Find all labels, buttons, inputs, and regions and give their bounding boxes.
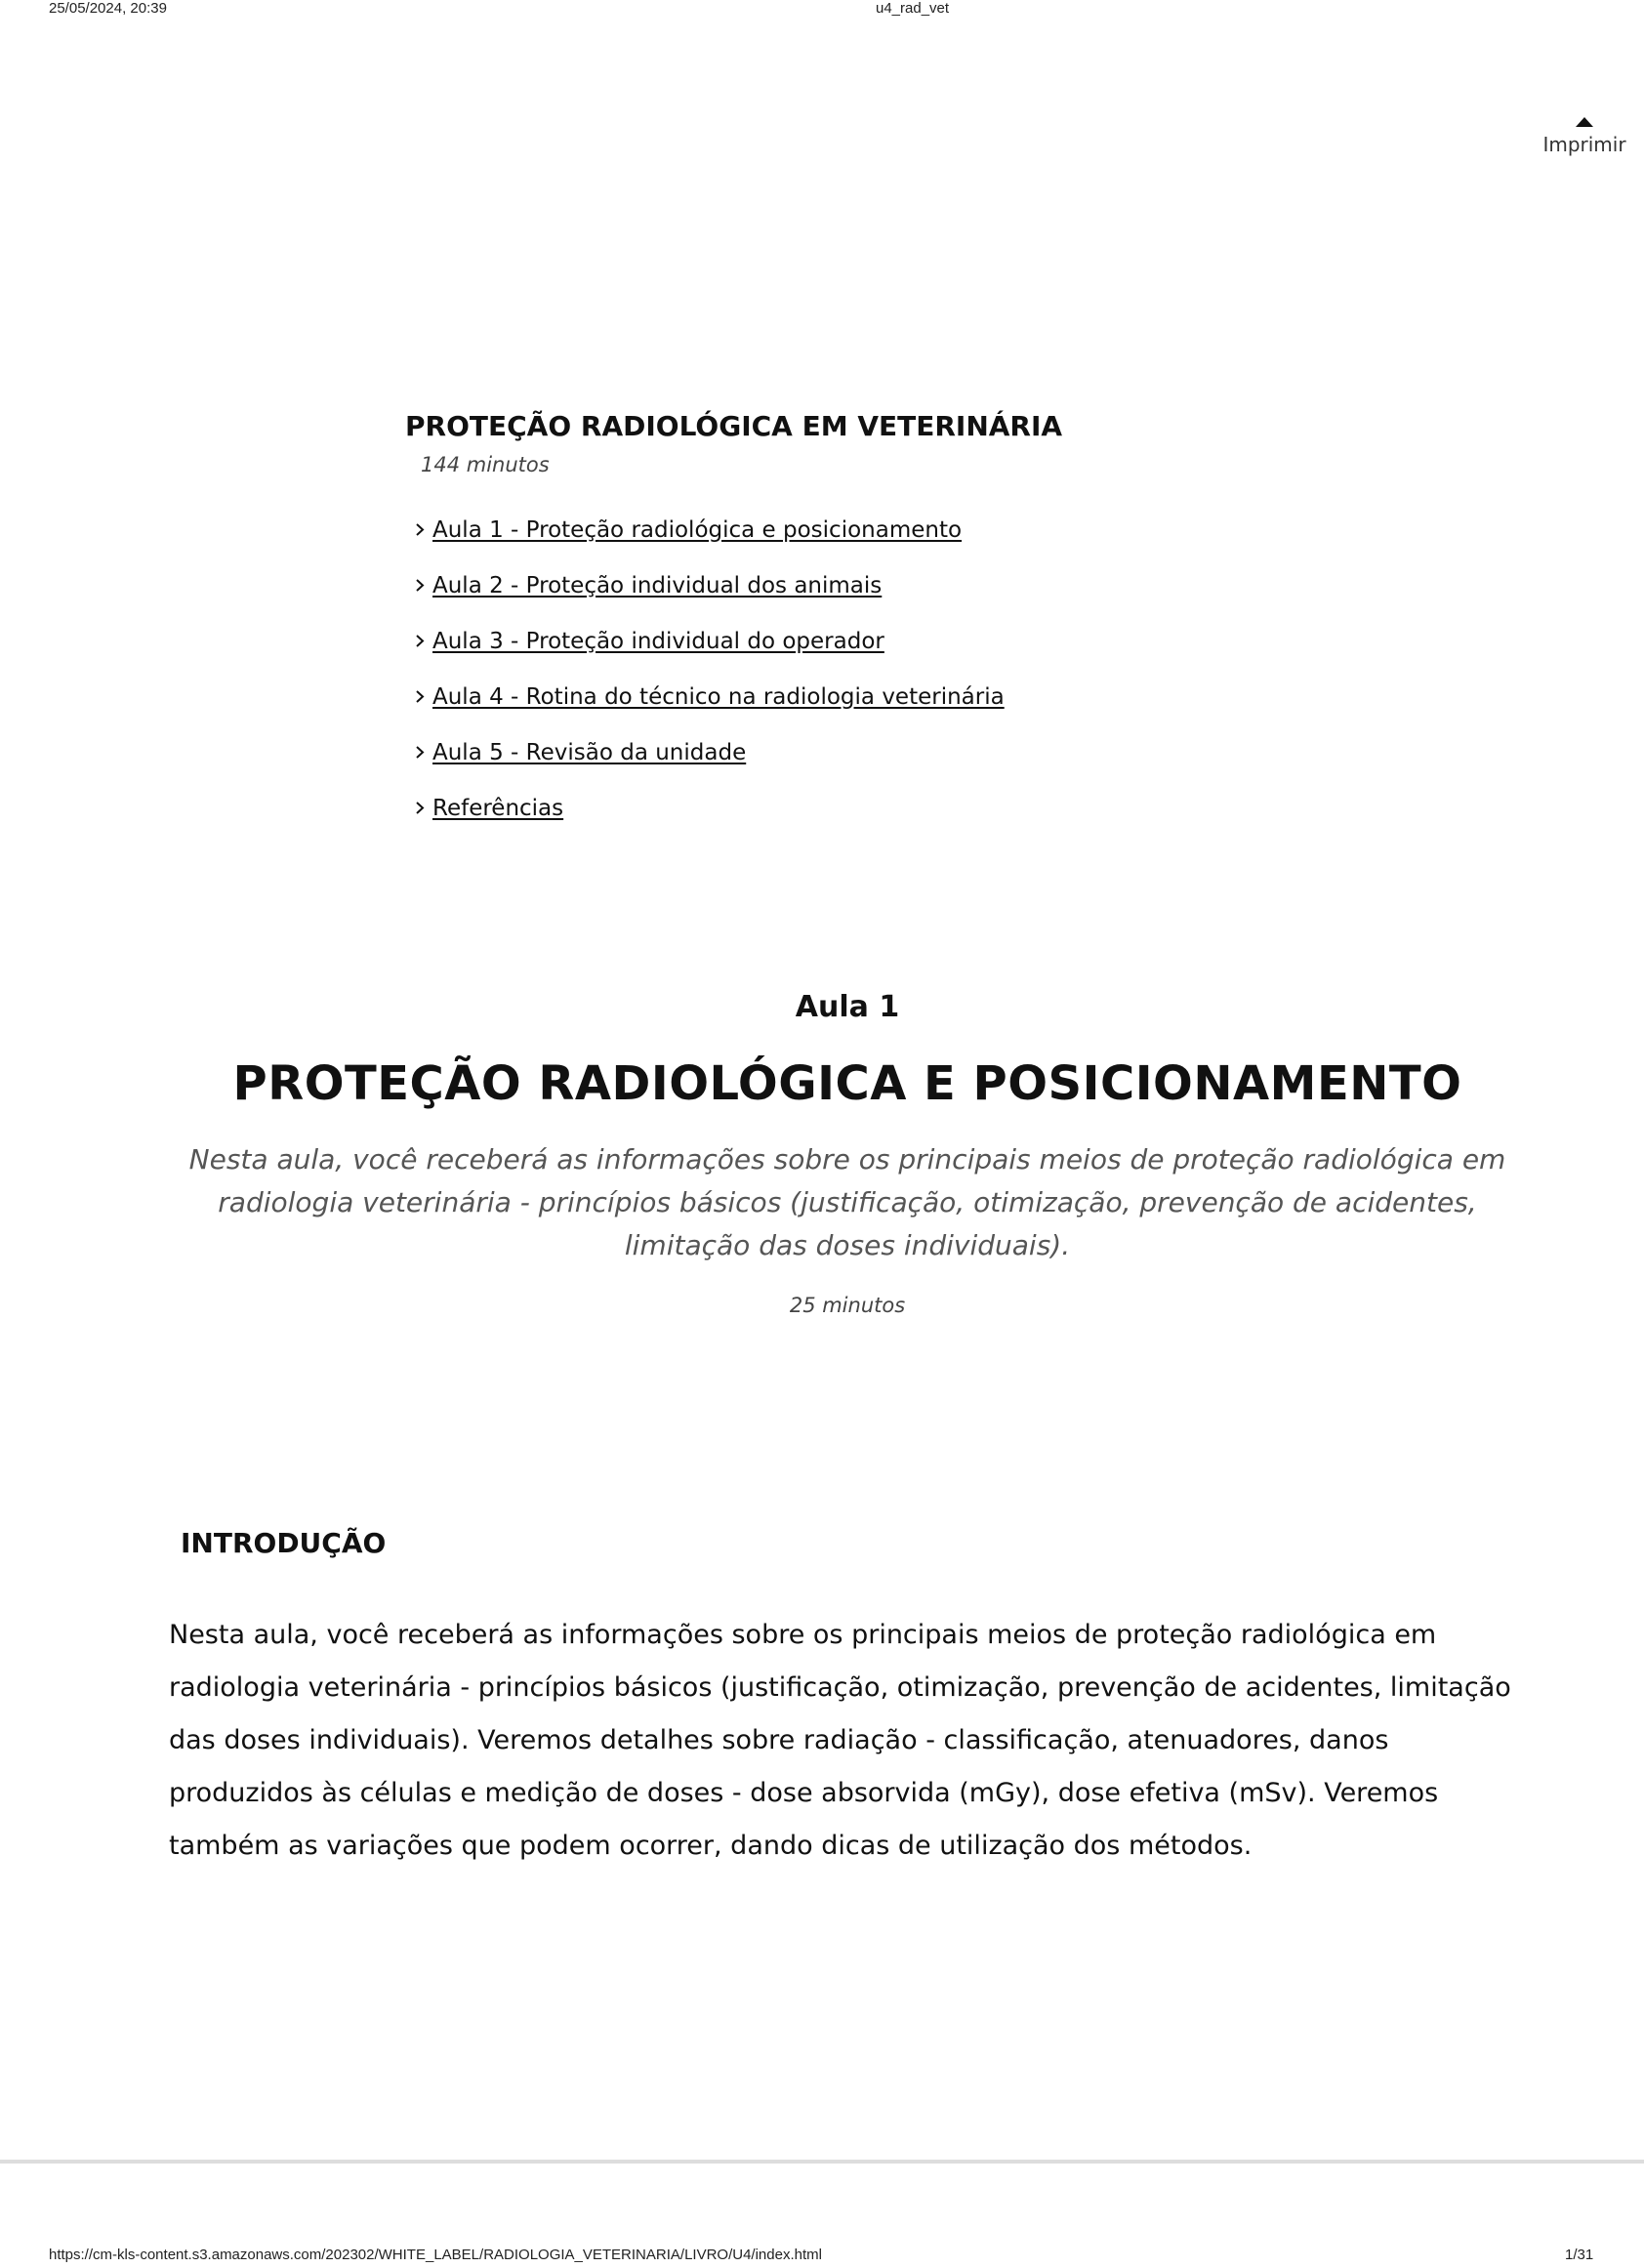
toc-item-aula-1: [405, 502, 1089, 557]
chevron-right-icon: [413, 634, 428, 648]
lesson-title: PROTEÇÃO RADIOLÓGICA E POSICIONAMENTO: [232, 1056, 1462, 1111]
toc-list: [405, 502, 1089, 836]
toc-item-aula-2: [405, 557, 1089, 613]
table-of-contents: [405, 408, 1089, 836]
toc-link-aula-5[interactable]: Aula 5 - Revisão da unidade: [432, 739, 747, 765]
chevron-right-icon: [413, 801, 428, 815]
toc-item-aula-3: [405, 613, 1089, 669]
toc-duration: 144 minutos: [421, 453, 550, 476]
toc-item-referencias: [405, 780, 1089, 836]
print-datetime: 25/05/2024, 20:39: [49, 0, 167, 17]
chevron-right-icon: [413, 745, 428, 760]
toc-link-referencias[interactable]: Referências: [432, 795, 564, 821]
lesson-kicker: Aula 1: [795, 990, 900, 1024]
toc-item-aula-5: [405, 724, 1089, 780]
toc-link-aula-1[interactable]: Aula 1 - Proteção radiológica e posicionamento: [432, 516, 963, 543]
print-button[interactable]: [1541, 117, 1628, 156]
introduction-body: Nesta aula, você receberá as informações sobre os principais meios de proteção radiológica em radiologia veterinária - princípios básicos (justificação, otimização, prevenção de acidentes, limitação das doses individuais). Veremos detalhes sobre radiação - classificação, atenuadores, danos produzidos às células e medição de doses - dose absorvida (mGy), dose efetiva (mSv). Veremos também as variações que podem ocorrer, dando dicas de utilização dos métodos.: [169, 1620, 1511, 1861]
lesson-duration: 25 minutos: [789, 1294, 906, 1317]
toc-link-aula-4[interactable]: Aula 4 - Rotina do técnico na radiologia veterinária: [432, 683, 1005, 710]
print-button-label: Imprimir: [1542, 133, 1626, 156]
toc-link-aula-2[interactable]: Aula 2 - Proteção individual dos animais: [432, 572, 883, 598]
chevron-right-icon: [413, 578, 428, 593]
lesson-subtitle: Nesta aula, você receberá as informações sobre os principais meios de proteção radiológica em radiologia veterinária - princípios básicos (justificação, otimização, prevenção de acidentes, limitação das doses individuais).: [188, 1143, 1506, 1261]
introduction-heading: INTRODUÇÃO: [181, 1527, 387, 1559]
caret-up-icon: [1576, 117, 1593, 127]
chevron-right-icon: [413, 522, 428, 537]
chevron-right-icon: [413, 689, 428, 704]
print-document-title: u4_rad_vet: [876, 0, 950, 17]
toc-item-aula-4: [405, 669, 1089, 724]
print-page-number: 1/31: [1565, 2247, 1594, 2263]
print-url: https://cm-kls-content.s3.amazonaws.com/202302/WHITE_LABEL/RADIOLOGIA_VETERINARIA/LIVRO/U4/index.html: [49, 2247, 822, 2263]
toc-title: PROTEÇÃO RADIOLÓGICA EM VETERINÁRIA: [405, 410, 1063, 442]
toc-link-aula-3[interactable]: Aula 3 - Proteção individual do operador: [432, 628, 884, 654]
footer-divider: [0, 2160, 1644, 2164]
